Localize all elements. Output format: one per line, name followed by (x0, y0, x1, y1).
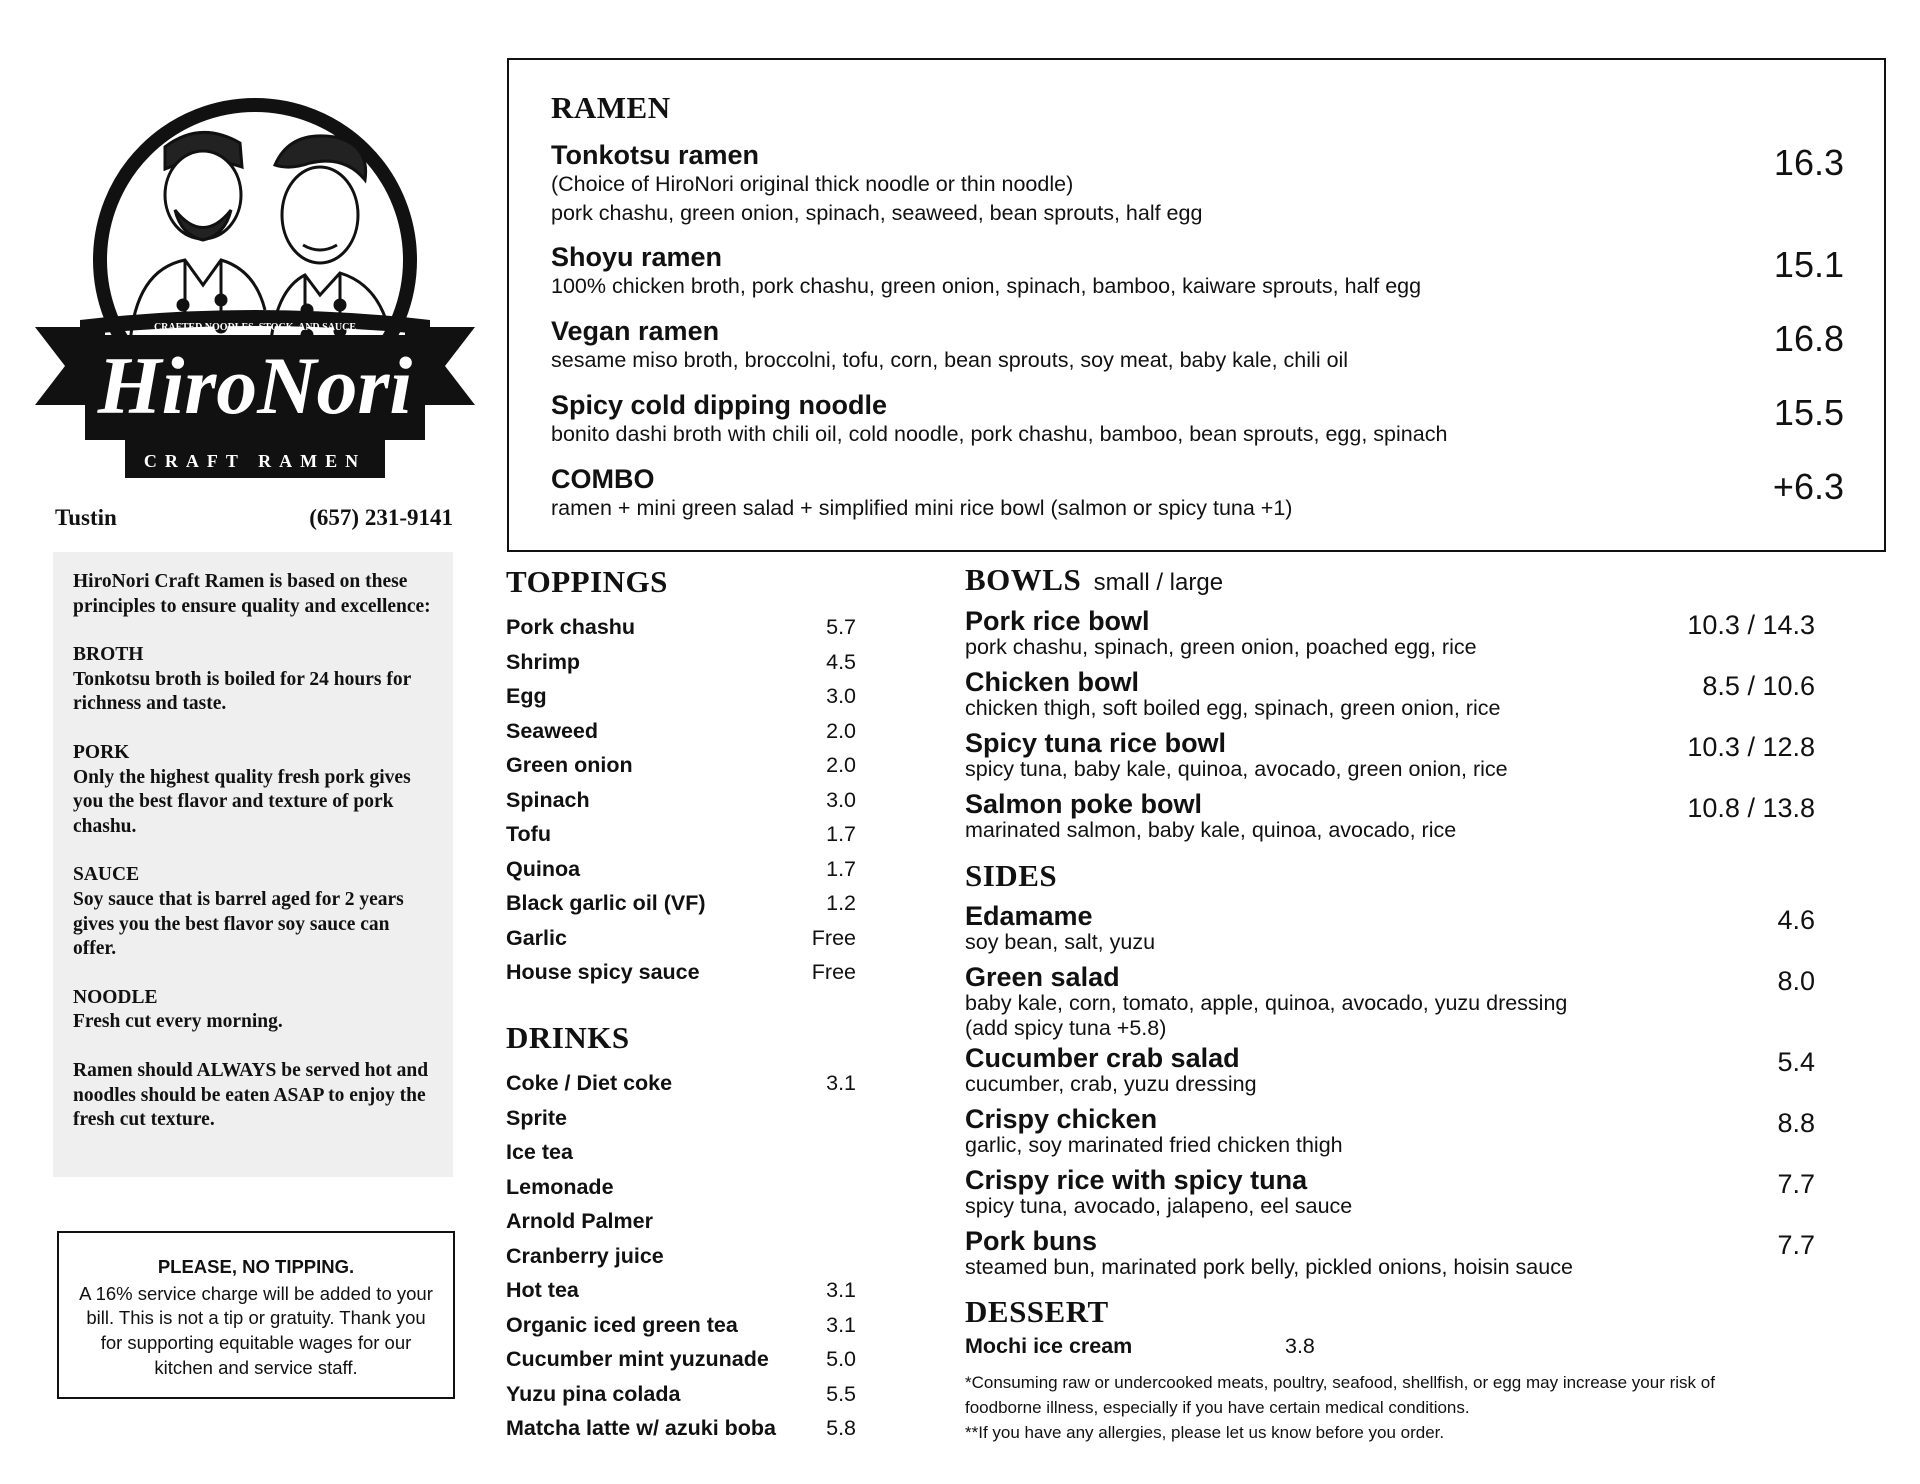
menu-item: Spicy cold dipping noodle bonito dashi broth with chili oil, cold noodle, pork chashu, bamboo, bean sprouts, egg, spinach 15.5 (551, 390, 1844, 446)
no-tipping-title: PLEASE, NO TIPPING. (157, 1256, 355, 1277)
menu-item: Pork buns steamed bun, marinated pork belly, pickled onions, hoisin sauce 7.7 (965, 1226, 1815, 1279)
item-price: 5.4 (1777, 1047, 1815, 1077)
list-item: Lemonade (506, 1174, 614, 1199)
list-item: Garlic Free (506, 925, 856, 950)
bowls-subtitle: small / large (1093, 569, 1224, 596)
bowls-title: BOWLS (965, 562, 1082, 597)
location-city: Tustin (55, 505, 117, 530)
dessert-title: DESSERT (965, 1294, 1109, 1329)
principles-box (53, 552, 453, 1177)
principle-noodle: NOODLE Fresh cut every morning. (73, 986, 283, 1033)
menu-item: Tonkotsu ramen (Choice of HiroNori original thick noodle or thin noodle) pork chashu, green onion, spinach, seaweed, bean sprouts, half egg 16.3 (551, 140, 1844, 225)
list-item: Pork chashu 5.7 (506, 615, 856, 639)
list-item: Hot tea 3.1 (506, 1278, 856, 1302)
dessert-item: Mochi ice cream 3.8 (965, 1334, 1315, 1358)
list-item: Shrimp 4.5 (506, 649, 856, 674)
principle-broth: BROTH Tonkotsu broth is boiled for 24 hours for richness and taste. (73, 644, 411, 715)
bowls-header (965, 562, 1223, 598)
list-item: Coke / Diet coke 3.1 (506, 1071, 856, 1095)
item-price: 10.3 / 12.8 (1687, 732, 1815, 762)
list-item: Cranberry juice (506, 1243, 664, 1268)
menu-item: Cucumber crab salad cucumber, crab, yuzu dressing 5.4 (965, 1043, 1815, 1096)
list-item: Green onion 2.0 (506, 753, 856, 777)
location-row (55, 505, 453, 531)
list-item: Ice tea (506, 1140, 573, 1164)
drinks-list (506, 1066, 856, 1446)
ramen-section (507, 58, 1886, 552)
principle-sauce: SAUCE Soy sauce that is barrel aged for 2 years gives you the best flavor soy sauce can offer. (73, 864, 404, 960)
item-price: 7.7 (1777, 1230, 1815, 1260)
list-item: Arnold Palmer (506, 1209, 653, 1233)
no-tipping-text: A 16% service charge will be added to your bill. This is not a tip or gratuity. Thank you for supporting equitable wages for our kitchen and service staff. (79, 1282, 433, 1378)
menu-item: Edamame soy bean, salt, yuzu 4.6 (965, 901, 1815, 954)
disclaimer-notes: *Consuming raw or undercooked meats, poultry, seafood, shellfish, or egg may increase your risk of foodborne illness, especially if you have certain medical conditions. **If you have any allergies, please let us know before you order. (965, 1373, 1715, 1442)
menu-item: Green salad baby kale, corn, tomato, apple, quinoa, avocado, yuzu dressing (add spicy tuna +5.8) 8.0 (965, 962, 1815, 1040)
list-item: Spinach 3.0 (506, 787, 856, 812)
item-price: 16.3 (1773, 142, 1844, 183)
bowls-list (965, 608, 1815, 852)
item-price: 15.5 (1773, 392, 1844, 433)
menu-item: Vegan ramen sesame miso broth, broccolni, tofu, corn, bean sprouts, soy meat, baby kale, chili oil 16.8 (551, 316, 1844, 372)
item-price: 3.8 (1285, 1334, 1315, 1358)
item-price: 4.6 (1777, 905, 1815, 935)
no-tipping-notice (57, 1231, 455, 1399)
item-price: +6.3 (1772, 466, 1844, 507)
drinks-title: DRINKS (506, 1020, 630, 1055)
menu-item: Crispy rice with spicy tuna spicy tuna, avocado, jalapeno, eel sauce 7.7 (965, 1165, 1815, 1218)
list-item: Quinoa 1.7 (506, 856, 856, 881)
list-item: Black garlic oil (VF) 1.2 (506, 891, 856, 915)
item-price: 10.3 / 14.3 (1687, 610, 1815, 640)
item-price: 15.1 (1773, 244, 1844, 285)
logo-subtitle: CRAFT RAMEN (143, 451, 367, 471)
menu-item: Spicy tuna rice bowl spicy tuna, baby kale, quinoa, avocado, green onion, rice 10.3 / 12.8 (965, 728, 1815, 781)
menu-item: COMBO ramen + mini green salad + simplified mini rice bowl (salmon or spicy tuna +1) +6.3 (551, 464, 1844, 520)
item-price: 8.8 (1777, 1108, 1815, 1138)
menu-item: Pork rice bowl pork chashu, spinach, green onion, poached egg, rice 10.3 / 14.3 (965, 606, 1815, 659)
list-item: Egg 3.0 (506, 684, 856, 708)
menu-item: Shoyu ramen 100% chicken broth, pork chashu, green onion, spinach, bamboo, kaiware sprouts, half egg 15.1 (551, 242, 1844, 298)
list-item: Seaweed 2.0 (506, 718, 856, 743)
item-price: 16.8 (1773, 318, 1844, 359)
toppings-title: TOPPINGS (506, 564, 668, 599)
sides-list (965, 903, 1815, 1289)
list-item: House spicy sauce Free (506, 960, 856, 984)
principles-closing: Ramen should ALWAYS be served hot and noodles should be eaten ASAP to enjoy the fresh cut texture. (73, 1059, 429, 1131)
item-price: 8.5 / 10.6 (1702, 671, 1815, 701)
logo-tagline: CRAFTED NOODLES, STOCK, AND SAUCE (153, 322, 357, 333)
menu-item: Salmon poke bowl marinated salmon, baby kale, quinoa, avocado, rice 10.8 / 13.8 (965, 789, 1815, 842)
list-item: Organic iced green tea 3.1 (506, 1312, 856, 1337)
list-item: Cucumber mint yuzunade 5.0 (506, 1347, 856, 1371)
ramen-title: RAMEN (551, 90, 671, 125)
menu-item: Crispy chicken garlic, soy marinated fried chicken thigh 8.8 (965, 1104, 1815, 1157)
principles-intro: HiroNori Craft Ramen is based on these principles to ensure quality and excellence: (73, 571, 431, 617)
list-item: Yuzu pina colada 5.5 (506, 1381, 856, 1406)
list-item: Sprite (506, 1105, 567, 1130)
list-item: Tofu 1.7 (506, 822, 856, 846)
hironori-logo (35, 95, 475, 485)
logo-wordmark: HiroNori (97, 340, 413, 431)
item-price: 8.0 (1777, 966, 1815, 996)
sides-title: SIDES (965, 858, 1058, 893)
item-price: 7.7 (1777, 1169, 1815, 1199)
principle-pork: PORK Only the highest quality fresh pork gives you the best flavor and texture of pork chashu. (73, 741, 411, 837)
item-price: 10.8 / 13.8 (1687, 793, 1815, 823)
list-item: Matcha latte w/ azuki boba 5.8 (506, 1416, 856, 1440)
toppings-list (506, 610, 856, 990)
location-phone: (657) 231-9141 (309, 505, 453, 530)
menu-item: Chicken bowl chicken thigh, soft boiled egg, spinach, green onion, rice 8.5 / 10.6 (965, 667, 1815, 720)
